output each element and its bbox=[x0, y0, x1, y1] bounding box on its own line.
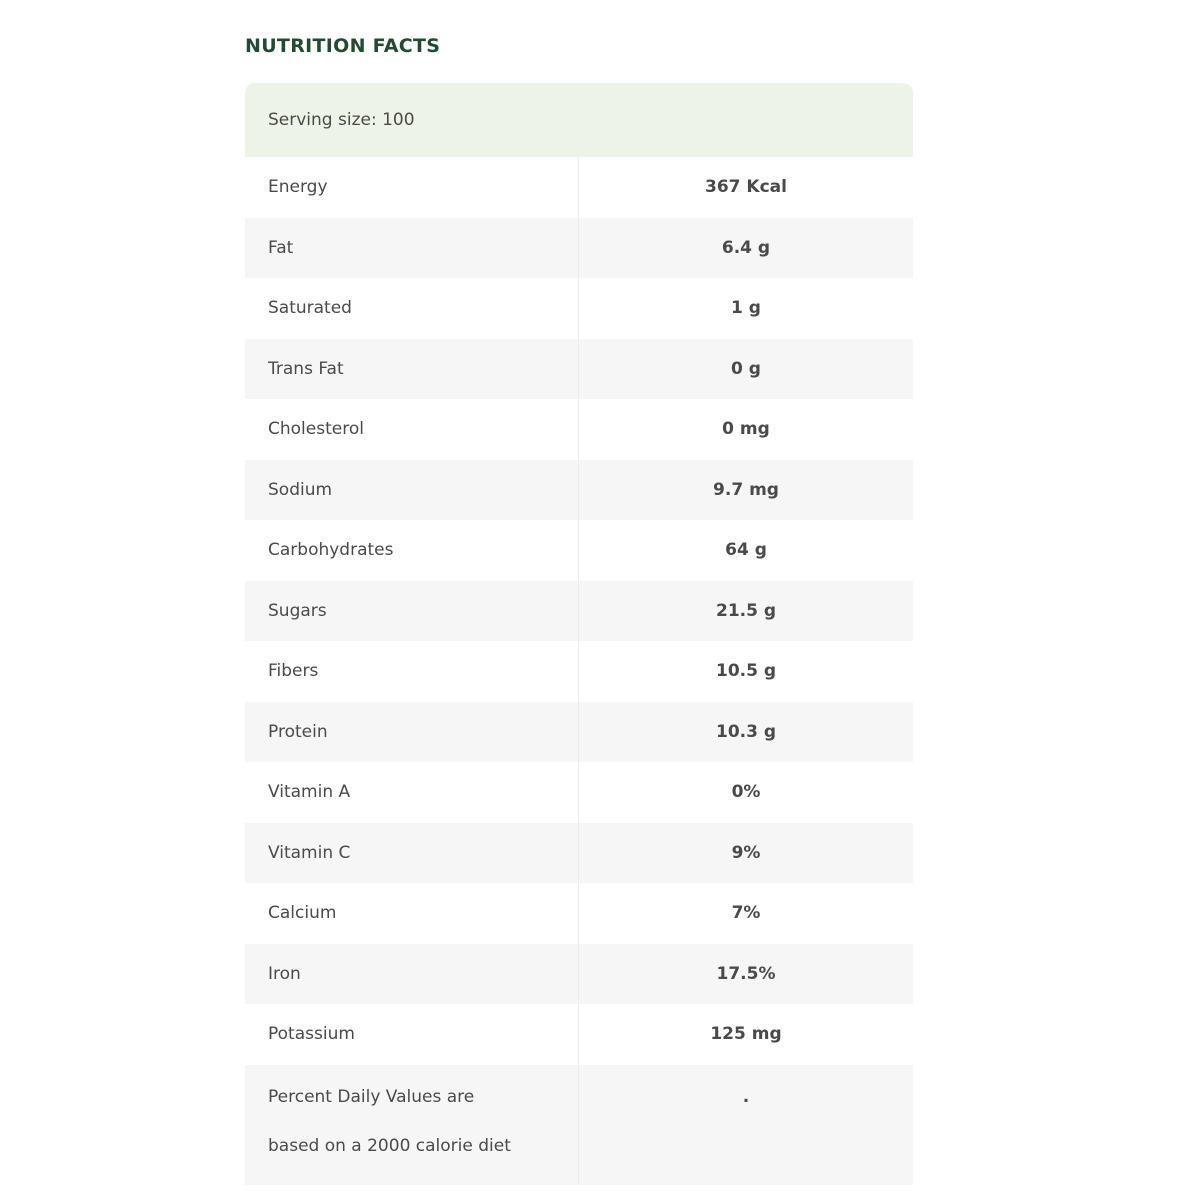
table-row bbox=[245, 883, 913, 944]
table-row bbox=[245, 1004, 913, 1065]
table-row bbox=[245, 399, 913, 460]
row-value: 17.5% bbox=[716, 963, 776, 984]
row-value: 64 g bbox=[725, 540, 767, 561]
table-row bbox=[245, 823, 913, 884]
table-row bbox=[245, 702, 913, 763]
nutrition-facts-title: NUTRITION FACTS bbox=[245, 35, 441, 57]
row-value: 0% bbox=[731, 782, 761, 803]
table-row bbox=[245, 581, 913, 642]
table-row bbox=[245, 157, 913, 218]
row-value: 21.5 g bbox=[715, 600, 777, 621]
table-row bbox=[245, 641, 913, 702]
row-value: 9.7 mg bbox=[713, 479, 779, 500]
row-value: 7% bbox=[731, 903, 761, 924]
table-row bbox=[245, 218, 913, 279]
row-value: 0 g bbox=[731, 358, 761, 379]
row-label: Carbohydrates bbox=[245, 520, 579, 581]
row-value: 0 mg bbox=[722, 419, 770, 440]
row-label: Cholesterol bbox=[245, 399, 579, 460]
footnote-value: . bbox=[742, 1086, 750, 1107]
row-label: Trans Fat bbox=[245, 339, 579, 400]
nutrition-facts-table bbox=[245, 83, 913, 1185]
row-value: 10.5 g bbox=[715, 661, 777, 682]
row-label: Saturated bbox=[245, 278, 579, 339]
row-label: Iron bbox=[245, 944, 579, 1005]
row-label: Protein bbox=[245, 702, 579, 763]
row-label: Fibers bbox=[245, 641, 579, 702]
row-label: Fat bbox=[245, 218, 579, 279]
row-label: Energy bbox=[245, 157, 579, 218]
daily-values-footnote: Percent Daily Values are based on a 2000 calorie diet bbox=[245, 1065, 579, 1185]
row-value: 6.4 g bbox=[721, 237, 771, 258]
row-value: 9% bbox=[731, 842, 761, 863]
row-label: Sodium bbox=[245, 460, 579, 521]
footnote-row bbox=[245, 1065, 913, 1185]
row-label: Potassium bbox=[245, 1004, 579, 1065]
row-value: 1 g bbox=[731, 298, 761, 319]
row-value: 125 mg bbox=[710, 1024, 782, 1045]
row-label: Sugars bbox=[245, 581, 579, 642]
row-label: Vitamin C bbox=[245, 823, 579, 884]
table-row bbox=[245, 520, 913, 581]
row-value: 10.3 g bbox=[715, 721, 777, 742]
table-row bbox=[245, 944, 913, 1005]
row-label: Vitamin A bbox=[245, 762, 579, 823]
table-row bbox=[245, 278, 913, 339]
table-row bbox=[245, 339, 913, 400]
table-row bbox=[245, 460, 913, 521]
row-label: Calcium bbox=[245, 883, 579, 944]
serving-size-header: Serving size: 100 bbox=[245, 83, 913, 157]
table-row bbox=[245, 762, 913, 823]
row-value: 367 Kcal bbox=[705, 177, 787, 198]
